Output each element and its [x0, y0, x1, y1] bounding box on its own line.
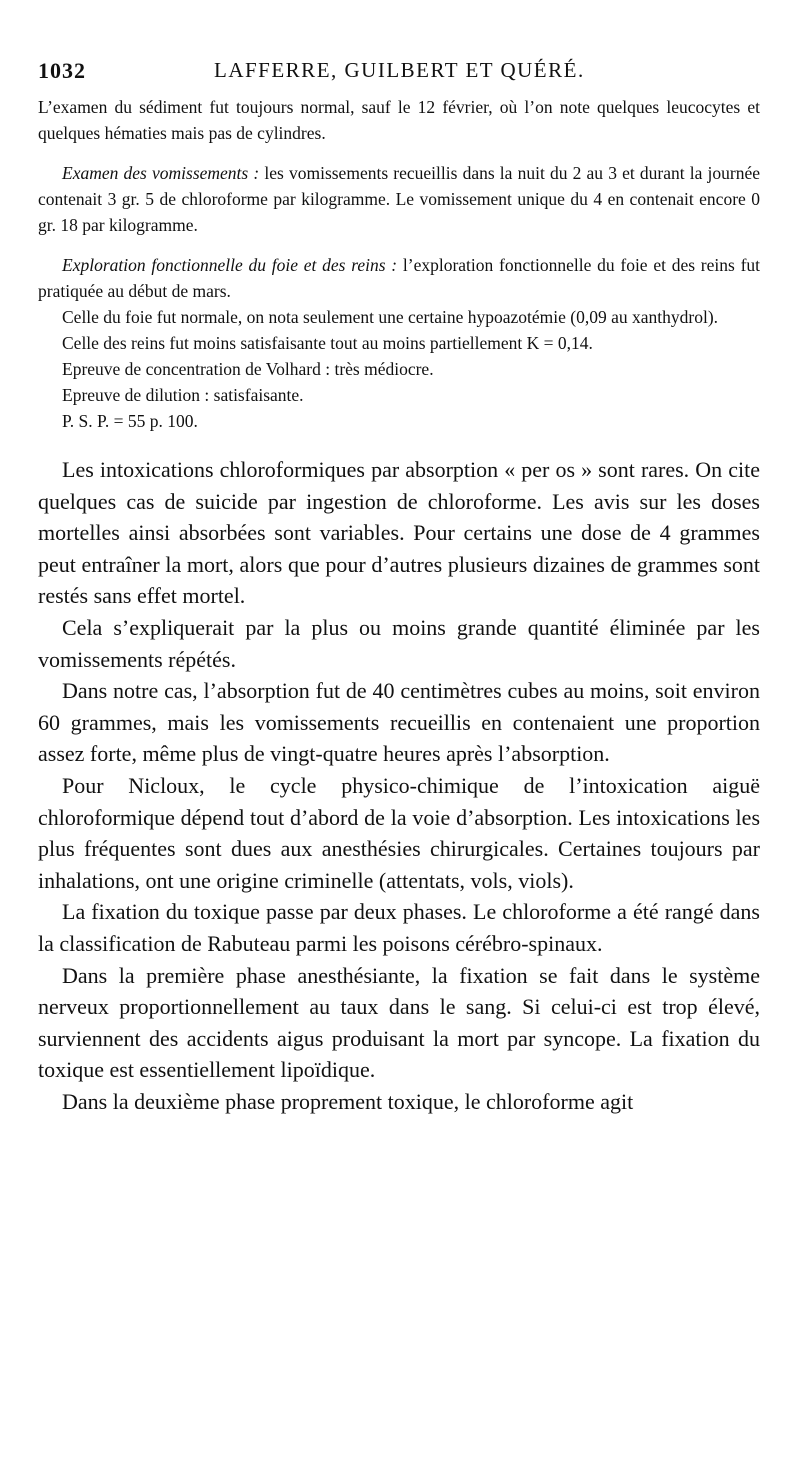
paragraph: Dans notre cas, l’absorption fut de 40 centimètres cubes au moins, soit environ 60 grammes, mais les vomissements recueillis en contenaient une proportion assez forte, même plus de vingt-quatre heures après l’absorption.: [38, 678, 760, 767]
exploration-text: l’exploration fonctionnelle du foie et des reins fut pratiquée au début de mars.: [38, 255, 761, 301]
paragraph: Cela s’expliquerait par la plus ou moins grande quantité éliminée par les vomissements répétés.: [38, 614, 760, 672]
case-notes: [38, 94, 760, 434]
vomit-note: [38, 160, 760, 238]
paragraph: Les intoxications chloroformiques par absorption « per os » sont rares. On cite quelques cas de suicide par ingestion de chloroforme. Les avis sur les doses mortelles ainsi absorbées sont variables. Pour certains une dose de 4 grammes peut entraîner la mort, alors que pour d’autres plusieurs dizaines de grammes sont restés sans effet mortel.: [38, 457, 760, 609]
concentration-text: Epreuve de concentration de Volhard : très médiocre.: [62, 359, 434, 379]
running-header: [38, 58, 760, 94]
dilution-text: Epreuve de dilution : satisfaisante.: [62, 385, 304, 405]
main-text: [38, 454, 760, 1117]
sediment-text: L’examen du sédiment fut toujours normal, sauf le 12 février, où l’on note quelques leucocytes et quelques hématies mais pas de cylindres.: [38, 97, 760, 143]
vomit-lead: Examen des vomissements :: [62, 163, 260, 183]
paragraph: Dans la première phase anesthésiante, la fixation se fait dans le système nerveux proportionnellement au taux dans le sang. Si celui-ci est trop élevé, surviennent des accidents aigus produisant la mort par syncope. La fixation du toxique est essentiellement lipoïdique.: [38, 962, 760, 1083]
document-page: [38, 58, 760, 1117]
paragraph: Dans la deuxième phase proprement toxique, le chloroforme agit: [62, 1088, 634, 1114]
page-number: 1032: [38, 58, 86, 83]
psp-text: P. S. P. = 55 p. 100.: [62, 411, 198, 431]
foie-text: Celle du foie fut normale, on nota seulement une certaine hypoazotémie (0,09 au xanthydrol).: [62, 307, 719, 327]
paragraph: La fixation du toxique passe par deux phases. Le chloroforme a été rangé dans la classification de Rabuteau parmi les poisons cérébro-spinaux.: [38, 899, 760, 956]
exploration-note: [38, 252, 760, 434]
vomit-text: les vomissements recueillis dans la nuit du 2 au 3 et durant la journée contenait 3 gr. 5 de chloroforme par kilogramme. Le vomissement unique du 4 en contenait encore 0 gr. 18 par kilogramme.: [38, 163, 760, 235]
sediment-note: [38, 94, 760, 146]
running-title: LAFFERRE, GUILBERT ET QUÉRÉ.: [214, 58, 585, 82]
reins-text: Celle des reins fut moins satisfaisante tout au moins partiellement K = 0,14.: [62, 333, 593, 353]
exploration-lead: Exploration fonctionnelle du foie et des reins :: [62, 255, 398, 275]
paragraph: Pour Nicloux, le cycle physico-chimique de l’intoxication aiguë chloroformique dépend tout d’abord de la voie d’absorption. Les intoxications les plus fréquentes sont dues aux anesthésies chirurgicales. Certaines toujours par inhalations, ont une origine criminelle (attentats, vols, viols).: [38, 772, 760, 893]
